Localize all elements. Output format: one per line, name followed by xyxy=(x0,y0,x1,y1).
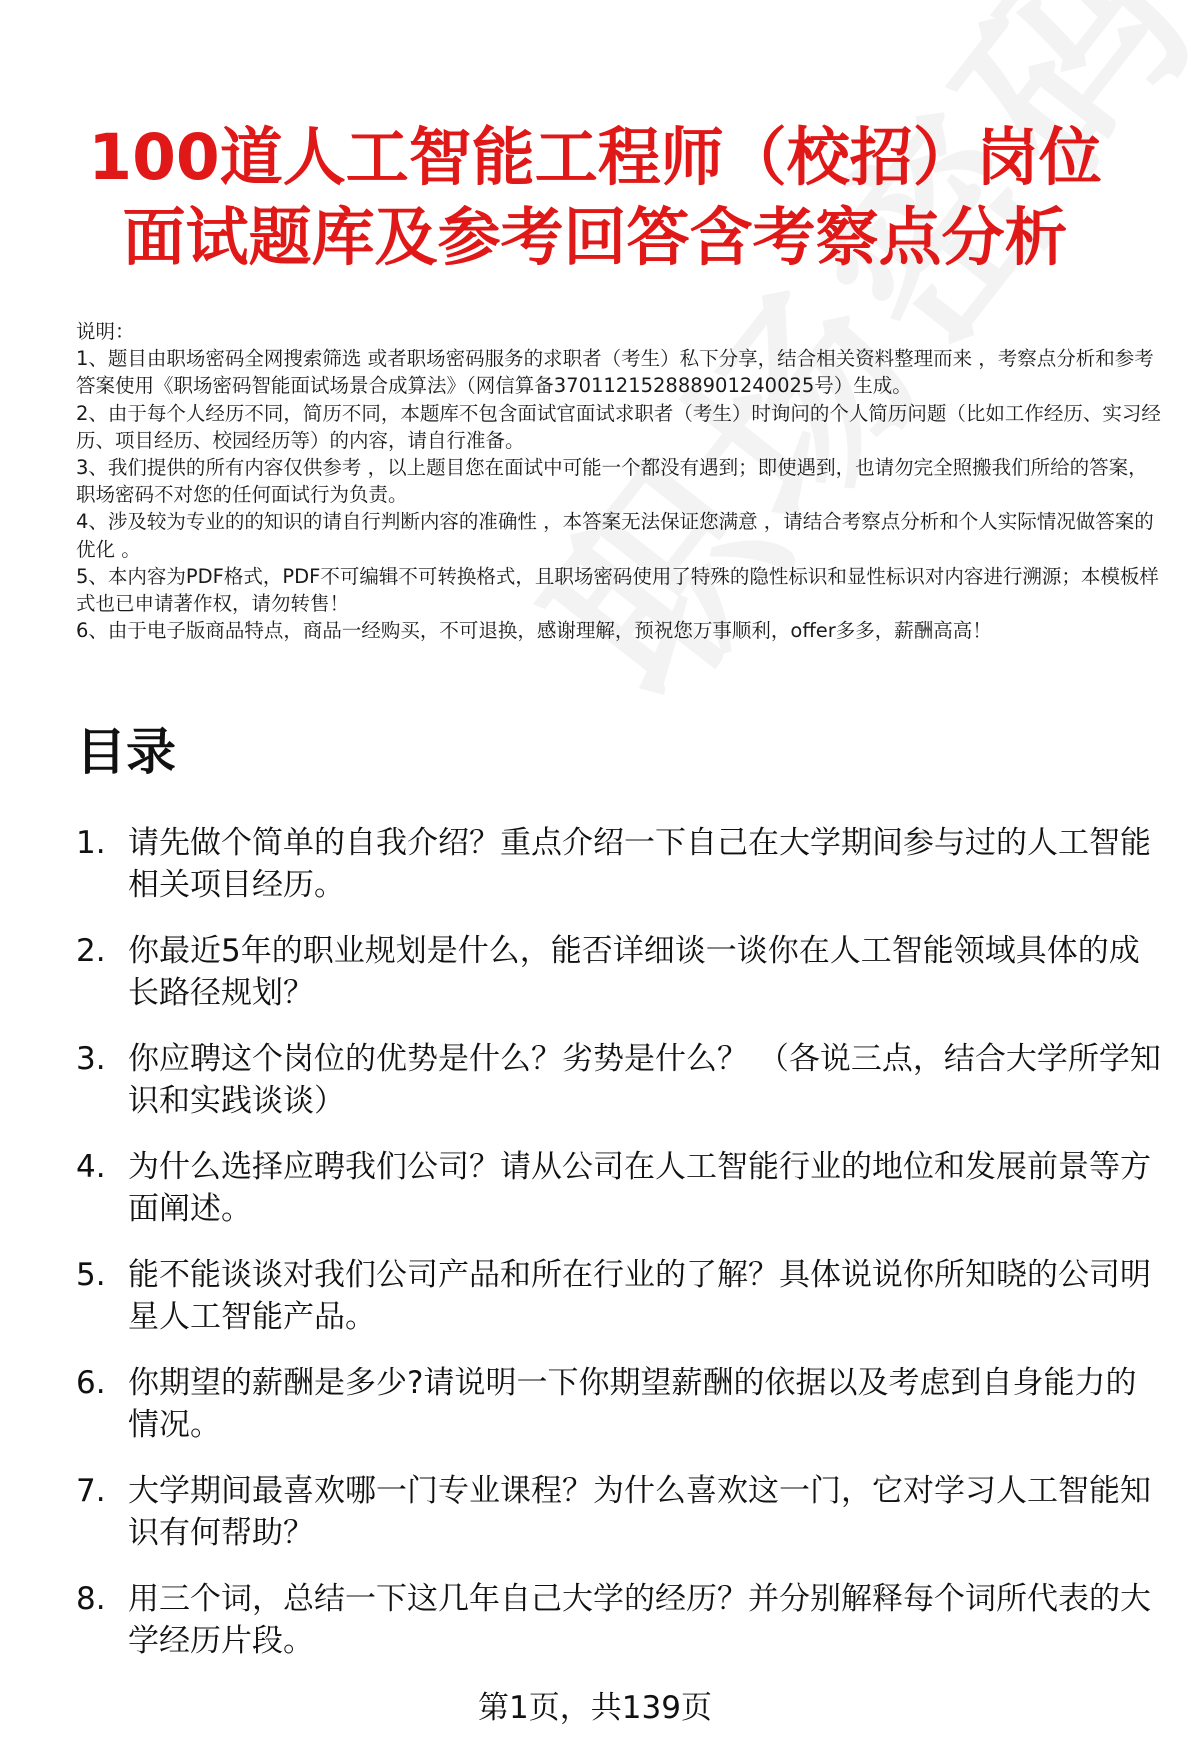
notes-section xyxy=(76,318,1161,644)
note-item: 6、由于电子版商品特点，商品一经购买，不可退换，感谢理解，预祝您万事顺利，offer多多，薪酬高高！ xyxy=(76,619,992,643)
toc-item-number: 5. xyxy=(76,1257,106,1293)
toc-item-text[interactable]: 能不能谈谈对我们公司产品和所在行业的了解？具体说说你所知晓的公司明星人工智能产品。 xyxy=(128,1257,1151,1335)
note-item: 2、由于每个人经历不同，简历不同，本题库不包含面试官面试求职者（考生）时询问的个人简历问题（比如工作经历、实习经历、项目经历、校园经历等）的内容，请自行准备。 xyxy=(76,401,1161,452)
toc-item-number: 2. xyxy=(76,933,106,969)
notes-heading: 说明： xyxy=(76,320,135,343)
toc-item-text[interactable]: 你期望的薪酬是多少?请说明一下你期望薪酬的依据以及考虑到自身能力的情况。 xyxy=(128,1365,1137,1443)
toc-heading: 目录 xyxy=(76,723,176,781)
toc-item-text[interactable]: 你最近5年的职业规划是什么，能否详细谈一谈你在人工智能领域具体的成长路径规划？ xyxy=(128,933,1140,1011)
note-item: 4、涉及较为专业的的知识的请自行判断内容的准确性 ，本答案无法保证您满意 ，请结合考察点分析和个人实际情况做答案的优化 。 xyxy=(76,510,1154,561)
page-footer: 第1页，共139页 xyxy=(478,1690,712,1726)
toc-item[interactable] xyxy=(76,930,1166,1014)
toc-list xyxy=(76,822,1166,1686)
toc-item-number: 4. xyxy=(76,1149,106,1185)
toc-item-number: 3. xyxy=(76,1041,106,1077)
title-line-2: 面试题库及参考回答含考察点分析 xyxy=(122,201,1068,274)
toc-item[interactable] xyxy=(76,1254,1166,1338)
toc-item-text[interactable]: 大学期间最喜欢哪一门专业课程？为什么喜欢这一门，它对学习人工智能知识有何帮助？ xyxy=(128,1473,1151,1551)
title-line-1: 100道人工智能工程师（校招）岗位 xyxy=(88,121,1102,194)
toc-item-text[interactable]: 你应聘这个岗位的优势是什么？劣势是什么？ （各说三点，结合大学所学知识和实践谈谈） xyxy=(128,1041,1161,1119)
toc-item-number: 6. xyxy=(76,1365,106,1401)
toc-item-text[interactable]: 请先做个简单的自我介绍？重点介绍一下自己在大学期间参与过的人工智能相关项目经历。 xyxy=(128,825,1151,903)
toc-item[interactable] xyxy=(76,1470,1166,1554)
toc-item[interactable] xyxy=(76,822,1166,906)
toc-item-text[interactable]: 用三个词，总结一下这几年自己大学的经历？并分别解释每个词所代表的大学经历片段。 xyxy=(128,1581,1151,1659)
toc-item-number: 1. xyxy=(76,825,106,861)
document-title xyxy=(40,118,1150,278)
note-item: 5、本内容为PDF格式，PDF不可编辑不可转换格式，且职场密码使用了特殊的隐性标识和显性标识对内容进行溯源；本模板样式也已申请著作权，请勿转售！ xyxy=(76,564,1159,616)
toc-item[interactable] xyxy=(76,1146,1166,1230)
toc-item-number: 8. xyxy=(76,1581,106,1617)
note-item: 3、我们提供的所有内容仅供参考 ，以上题目您在面试中可能一个都没有遇到；即使遇到，也请勿完全照搬我们所给的答案，职场密码不对您的任何面试行为负责。 xyxy=(76,456,1148,507)
toc-item-text[interactable]: 为什么选择应聘我们公司？请从公司在人工智能行业的地位和发展前景等方面阐述。 xyxy=(128,1149,1151,1227)
toc-item[interactable] xyxy=(76,1038,1166,1122)
toc-item-number: 7. xyxy=(76,1473,106,1509)
toc-item[interactable] xyxy=(76,1362,1166,1446)
note-item: 1、题目由职场密码全网搜索筛选 或者职场密码服务的求职者（考生）私下分享，结合相关资料整理而来 ，考察点分析和参考答案使用《职场密码智能面试场景合成算法》（网信算备370112152888901240025号）生成。 xyxy=(76,347,1154,398)
toc-item[interactable] xyxy=(76,1578,1166,1662)
